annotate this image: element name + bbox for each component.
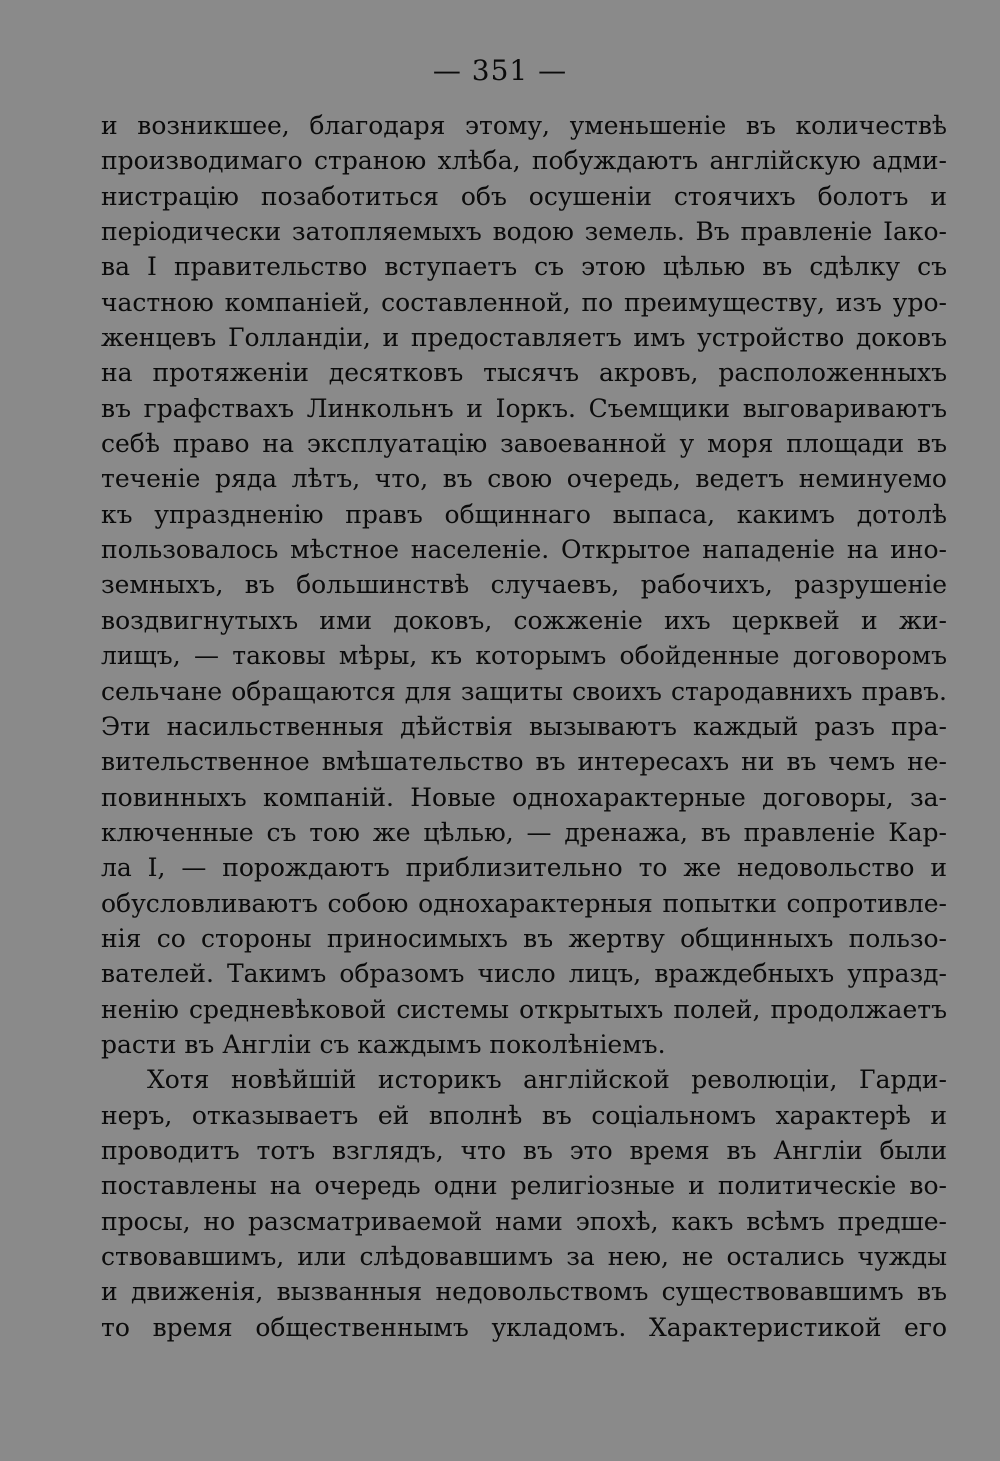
- text-line: неръ, отказываетъ ей вполнѣ въ соціальномъ характерѣ и: [101, 1100, 947, 1130]
- text-line: поставлены на очередь одни религіозные и политическіе во-: [101, 1171, 947, 1201]
- text-line: обусловливаютъ собою однохарактерныя попытки сопротивле-: [101, 888, 947, 918]
- text-line: Хотя новѣйшій историкъ англійской революціи, Гарди-: [147, 1065, 947, 1095]
- text-line: Эти насильственныя дѣйствія вызываютъ каждый разъ пра-: [101, 711, 947, 741]
- body-text: [101, 108, 947, 1345]
- text-line: ла I, — порождаютъ приблизительно то же недовольство и: [101, 853, 947, 883]
- text-line: нистрацію позаботиться объ осушеніи стоячихъ болотъ и: [101, 181, 947, 211]
- text-line: ключенные съ тою же цѣлью, — дренажа, въ правленіе Кар-: [101, 817, 947, 847]
- text-line: воздвигнутыхъ ими доковъ, сожженіе ихъ церквей и жи-: [101, 605, 947, 635]
- text-line: нія со стороны приносимыхъ въ жертву общинныхъ пользо-: [101, 923, 947, 953]
- text-line: повинныхъ компаній. Новые однохарактерные договоры, за-: [101, 782, 947, 812]
- text-line: производимаго страною хлѣба, побуждаютъ англійскую адми-: [101, 146, 947, 176]
- text-line: то время общественнымъ укладомъ. Характеристикой его: [101, 1312, 947, 1342]
- text-line: въ графствахъ Линкольнъ и Іоркъ. Съемщики выговариваютъ: [101, 393, 947, 423]
- text-line: и движенія, вызванныя недовольствомъ существовавшимъ въ: [101, 1277, 947, 1307]
- text-line: ненію средневѣковой системы открытыхъ полей, продолжаетъ: [101, 994, 947, 1024]
- text-line: теченіе ряда лѣтъ, что, въ свою очередь, ведетъ неминуемо: [101, 464, 947, 494]
- text-line: частною компаніей, составленной, по преимуществу, изъ уро-: [101, 287, 947, 317]
- text-line: просы, но разсматриваемой нами эпохѣ, какъ всѣмъ предше-: [101, 1206, 947, 1236]
- text-line: расти въ Англіи съ каждымъ поколѣніемъ.: [101, 1029, 666, 1059]
- text-line: сельчане обращаются для защиты своихъ стародавнихъ правъ.: [101, 676, 947, 706]
- text-line: земныхъ, въ большинствѣ случаевъ, рабочихъ, разрушеніе: [101, 570, 947, 600]
- text-line: къ упраздненію правъ общиннаго выпаса, какимъ дотолѣ: [101, 499, 947, 529]
- text-line: себѣ право на эксплуатацію завоеванной у моря площади въ: [101, 429, 947, 459]
- text-line: проводитъ тотъ взглядъ, что въ это время въ Англіи были: [101, 1135, 947, 1165]
- text-line: ствовавшимъ, или слѣдовавшимъ за нею, не остались чужды: [101, 1242, 947, 1271]
- text-line: на протяженіи десятковъ тысячъ акровъ, расположенныхъ: [101, 358, 947, 388]
- text-line: женцевъ Голландіи, и предоставляетъ имъ устройство доковъ: [101, 323, 947, 353]
- text-line: ва I правительство вступаетъ съ этою цѣлью въ сдѣлку съ: [101, 252, 947, 282]
- page-number: — 351 —: [432, 54, 568, 87]
- text-line: пользовалось мѣстное населеніе. Открытое нападеніе на ино-: [101, 535, 947, 565]
- text-line: вительственное вмѣшательство въ интересахъ ни въ чемъ не-: [101, 747, 947, 777]
- text-line: лищъ, — таковы мѣры, къ которымъ обойденные договоромъ: [101, 641, 947, 671]
- text-line: вателей. Такимъ образомъ число лицъ, враждебныхъ упразд-: [101, 959, 947, 989]
- text-line: и возникшее, благодаря этому, уменьшеніе въ количествѣ: [101, 111, 947, 140]
- text-line: періодически затопляемыхъ водою земель. Въ правленіе Іако-: [101, 217, 947, 247]
